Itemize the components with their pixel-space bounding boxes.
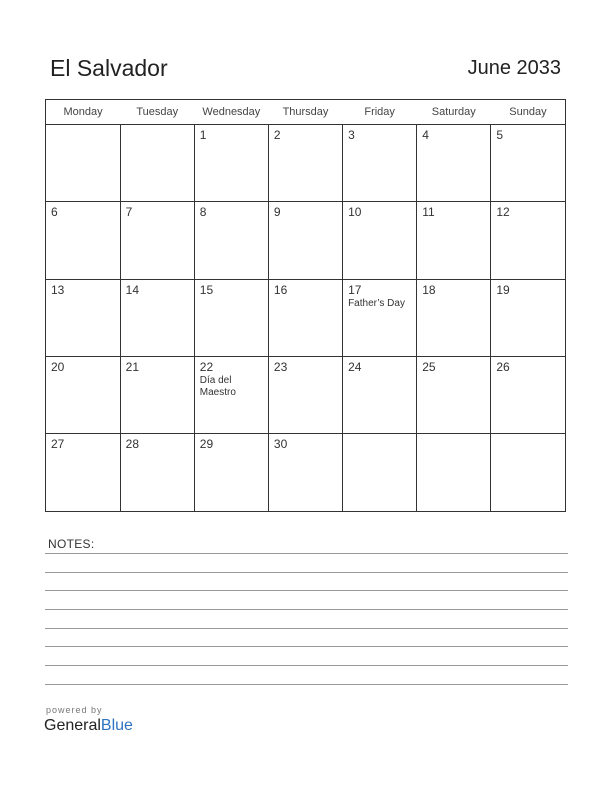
notes-label: NOTES: [48, 537, 95, 551]
week-row [46, 434, 565, 511]
day-cell [343, 125, 417, 202]
day-cell [120, 202, 194, 279]
day-cell [343, 279, 417, 356]
day-cell [417, 356, 491, 433]
day-cell [194, 202, 268, 279]
day-number: 18 [422, 282, 436, 297]
day-cell [120, 356, 194, 433]
notes-line [45, 572, 568, 573]
day-number: 29 [199, 437, 214, 452]
day-number: 12 [496, 205, 510, 220]
weekday-thursday: Thursday [268, 100, 342, 125]
day-cell [417, 279, 491, 356]
day-number: 1 [199, 128, 207, 142]
weekday-tuesday: Tuesday [120, 100, 194, 125]
day-number: 19 [496, 282, 510, 297]
weekday-saturday: Saturday [417, 100, 491, 125]
day-cell [417, 125, 491, 202]
day-cell [194, 356, 268, 433]
week-row [46, 125, 565, 202]
day-cell [417, 434, 491, 511]
day-cell [268, 202, 342, 279]
notes-line [45, 590, 568, 591]
day-number: 5 [496, 128, 504, 142]
day-number: 10 [348, 205, 362, 220]
brand-logo [44, 717, 133, 735]
holiday-label: Día del Maestro [199, 374, 236, 398]
day-cell [120, 125, 194, 202]
day-cell [343, 356, 417, 433]
day-number: 25 [422, 359, 436, 374]
day-cell [268, 356, 342, 433]
day-cell [491, 202, 565, 279]
week-row [46, 202, 565, 279]
day-cell [46, 279, 120, 356]
day-cell [46, 356, 120, 433]
day-number: 8 [199, 205, 207, 220]
day-number: 7 [125, 205, 133, 220]
powered-by-text: powered by [46, 705, 103, 715]
notes-line [45, 553, 568, 554]
day-cell [268, 279, 342, 356]
weekday-header-row [46, 100, 565, 125]
day-number: 30 [273, 437, 288, 452]
day-cell [491, 356, 565, 433]
day-cell [268, 434, 342, 511]
weekday-wednesday: Wednesday [194, 100, 268, 125]
day-number: 6 [51, 205, 58, 220]
day-number: 13 [51, 282, 65, 297]
day-cell [194, 279, 268, 356]
day-number: 14 [125, 282, 139, 297]
day-cell [120, 279, 194, 356]
day-cell [491, 279, 565, 356]
day-number: 3 [348, 128, 355, 142]
day-number: 15 [199, 282, 214, 297]
day-cell [268, 125, 342, 202]
notes-line [45, 646, 568, 647]
day-cell [491, 125, 565, 202]
day-number: 11 [422, 205, 435, 220]
day-cell [343, 202, 417, 279]
day-cell [46, 202, 120, 279]
day-cell [491, 434, 565, 511]
notes-line [45, 665, 568, 666]
country-title: El Salvador [50, 55, 168, 81]
notes-line [45, 684, 568, 685]
calendar-grid [45, 99, 566, 512]
day-number: 27 [51, 437, 65, 452]
day-number: 21 [125, 359, 139, 374]
day-number: 20 [51, 359, 65, 374]
day-number: 16 [273, 282, 288, 297]
day-cell [120, 434, 194, 511]
day-number: 28 [125, 437, 139, 452]
day-number: 2 [273, 128, 281, 142]
day-cell [417, 202, 491, 279]
weekday-monday: Monday [46, 100, 120, 125]
day-cell [46, 434, 120, 511]
weekday-friday: Friday [343, 100, 417, 125]
day-cell [46, 125, 120, 202]
notes-line [45, 609, 568, 610]
month-title: June 2033 [467, 57, 561, 79]
day-number: 22 [199, 359, 214, 374]
week-row [46, 356, 565, 433]
notes-line [45, 628, 568, 629]
day-number: 17 [348, 282, 362, 297]
brand-blue: Blue [100, 717, 133, 734]
day-cell [194, 434, 268, 511]
day-number: 24 [348, 359, 362, 374]
week-row [46, 279, 565, 356]
day-number: 23 [273, 359, 288, 374]
day-number: 4 [422, 128, 429, 142]
holiday-label: Father’s Day [348, 297, 405, 309]
day-cell [343, 434, 417, 511]
day-number: 26 [496, 359, 510, 374]
day-number: 9 [273, 205, 281, 220]
day-cell [194, 125, 268, 202]
weekday-sunday: Sunday [491, 100, 565, 125]
brand-general: General [44, 717, 101, 734]
